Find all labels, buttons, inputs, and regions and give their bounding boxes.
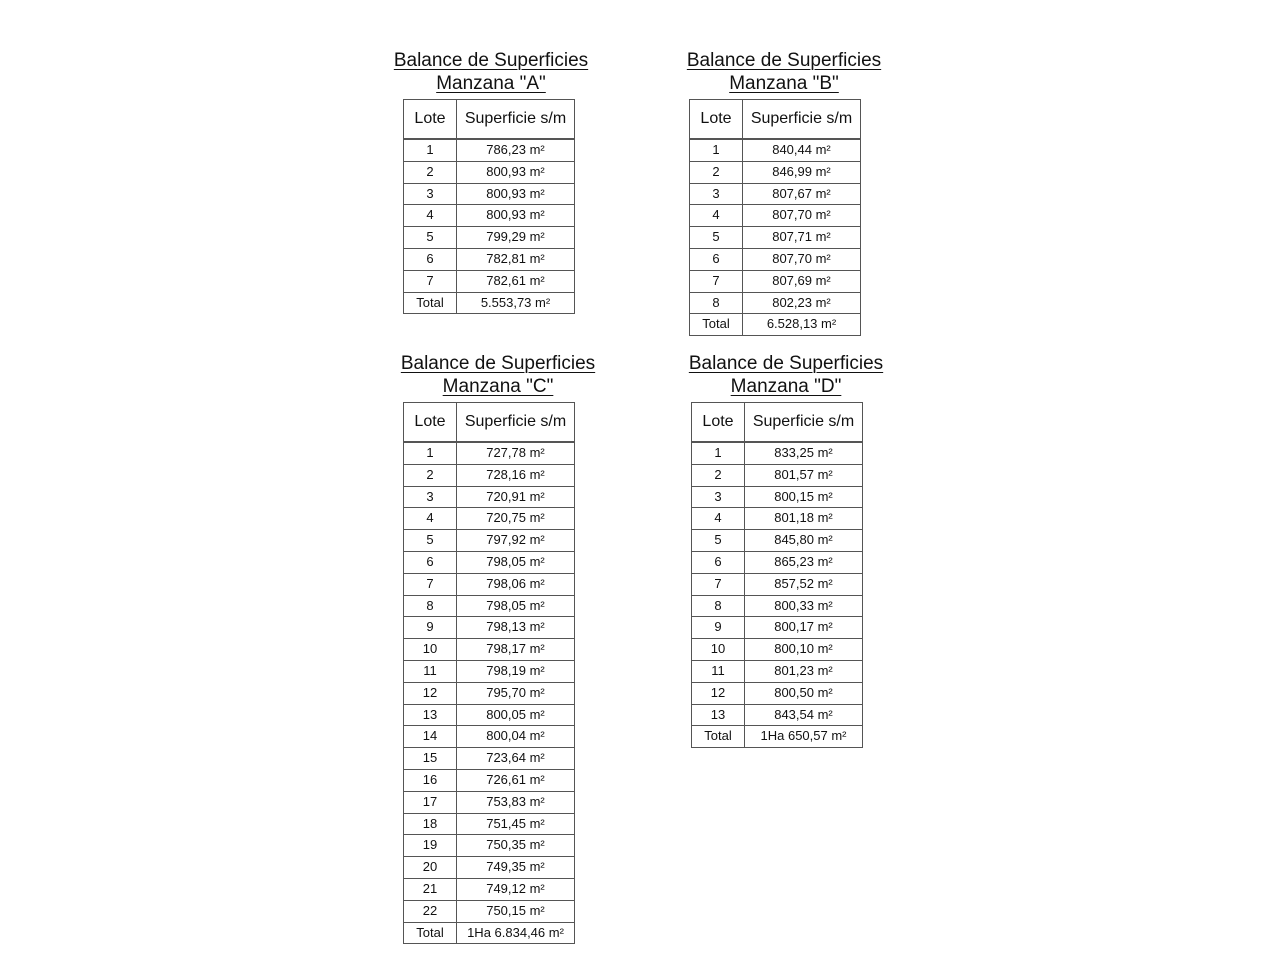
title-line-1: Balance de Superficies <box>686 50 882 71</box>
superficie-cell: 800,05 m² <box>457 704 575 726</box>
balance-block-a <box>391 49 591 314</box>
table-row <box>690 248 861 270</box>
header-lote: Lote <box>692 403 745 443</box>
superficie-cell: 800,93 m² <box>457 161 575 183</box>
lote-cell: 5 <box>404 530 457 552</box>
superficie-cell: 798,05 m² <box>457 551 575 573</box>
superficie-cell: 720,75 m² <box>457 508 575 530</box>
superficie-cell: 798,13 m² <box>457 617 575 639</box>
lote-cell: 6 <box>692 551 745 573</box>
lote-cell: 9 <box>404 617 457 639</box>
table-row <box>690 270 861 292</box>
table-row <box>404 704 575 726</box>
table-row <box>404 726 575 748</box>
table-row <box>692 530 863 552</box>
lote-cell: 14 <box>404 726 457 748</box>
lote-cell: 4 <box>692 508 745 530</box>
table-row <box>690 161 861 183</box>
surface-table <box>403 402 575 944</box>
superficie-cell: 807,67 m² <box>743 183 861 205</box>
lote-cell: 6 <box>404 248 457 270</box>
table-row <box>404 161 575 183</box>
table-row <box>692 464 863 486</box>
lote-cell: 12 <box>692 682 745 704</box>
superficie-cell: 845,80 m² <box>745 530 863 552</box>
header-superficie: Superficie s/m <box>457 403 575 443</box>
title-line-1: Balance de Superficies <box>688 353 884 374</box>
block-title <box>686 352 886 398</box>
superficie-cell: 749,35 m² <box>457 857 575 879</box>
lote-cell: 20 <box>404 857 457 879</box>
table-row <box>404 530 575 552</box>
table-row <box>404 486 575 508</box>
superficie-cell: 840,44 m² <box>743 139 861 161</box>
table-row <box>690 292 861 314</box>
lote-cell: 11 <box>404 660 457 682</box>
lote-cell: 2 <box>690 161 743 183</box>
table-row <box>404 617 575 639</box>
lote-cell: 16 <box>404 769 457 791</box>
table-row <box>404 464 575 486</box>
table-row <box>692 508 863 530</box>
lote-cell: 3 <box>404 486 457 508</box>
table-row <box>404 183 575 205</box>
superficie-cell: 807,70 m² <box>743 248 861 270</box>
surface-table <box>691 402 863 748</box>
table-row <box>690 205 861 227</box>
superficie-cell: 800,17 m² <box>745 617 863 639</box>
table-row <box>692 573 863 595</box>
table-row <box>404 769 575 791</box>
table-row <box>692 617 863 639</box>
surface-table <box>403 99 575 314</box>
table-row <box>404 900 575 922</box>
block-title <box>391 49 591 95</box>
table-row <box>690 139 861 161</box>
header-lote: Lote <box>404 403 457 443</box>
table-row <box>404 573 575 595</box>
superficie-cell: 753,83 m² <box>457 791 575 813</box>
table-row <box>404 639 575 661</box>
header-superficie: Superficie s/m <box>743 100 861 140</box>
superficie-cell: 800,15 m² <box>745 486 863 508</box>
block-title <box>684 49 884 95</box>
superficie-cell: 857,52 m² <box>745 573 863 595</box>
lote-cell: 1 <box>690 139 743 161</box>
lote-cell: 5 <box>690 227 743 249</box>
lote-cell: 3 <box>692 486 745 508</box>
title-line-1: Balance de Superficies <box>393 50 589 71</box>
superficie-cell: 801,57 m² <box>745 464 863 486</box>
lote-cell: 9 <box>692 617 745 639</box>
lote-cell: 13 <box>404 704 457 726</box>
lote-cell: 1 <box>692 442 745 464</box>
superficie-cell: 801,18 m² <box>745 508 863 530</box>
header-superficie: Superficie s/m <box>457 100 575 140</box>
table-row <box>404 878 575 900</box>
total-label: Total <box>404 292 457 314</box>
balance-block-c <box>398 352 598 944</box>
superficie-cell: 800,50 m² <box>745 682 863 704</box>
lote-cell: 12 <box>404 682 457 704</box>
lote-cell: 10 <box>404 639 457 661</box>
table-row <box>404 791 575 813</box>
block-title <box>398 352 598 398</box>
balance-block-d <box>686 352 886 748</box>
table-row <box>404 660 575 682</box>
table-row <box>692 682 863 704</box>
lote-cell: 5 <box>692 530 745 552</box>
superficie-cell: 800,10 m² <box>745 639 863 661</box>
lote-cell: 4 <box>404 205 457 227</box>
superficie-cell: 782,81 m² <box>457 248 575 270</box>
lote-cell: 22 <box>404 900 457 922</box>
lote-cell: 2 <box>692 464 745 486</box>
table-header-row <box>404 403 575 443</box>
table-row <box>692 551 863 573</box>
lote-cell: 13 <box>692 704 745 726</box>
superficie-cell: 802,23 m² <box>743 292 861 314</box>
superficie-cell: 727,78 m² <box>457 442 575 464</box>
table-row <box>692 442 863 464</box>
title-line-2: Manzana "D" <box>730 376 842 397</box>
table-row <box>404 595 575 617</box>
superficie-cell: 798,06 m² <box>457 573 575 595</box>
lote-cell: 6 <box>690 248 743 270</box>
superficie-cell: 798,05 m² <box>457 595 575 617</box>
superficie-cell: 807,71 m² <box>743 227 861 249</box>
superficie-cell: 800,33 m² <box>745 595 863 617</box>
table-row <box>404 205 575 227</box>
superficie-cell: 800,93 m² <box>457 183 575 205</box>
header-lote: Lote <box>404 100 457 140</box>
lote-cell: 3 <box>690 183 743 205</box>
lote-cell: 7 <box>690 270 743 292</box>
superficie-cell: 795,70 m² <box>457 682 575 704</box>
total-label: Total <box>690 314 743 336</box>
title-line-1: Balance de Superficies <box>400 353 596 374</box>
superficie-cell: 800,04 m² <box>457 726 575 748</box>
lote-cell: 21 <box>404 878 457 900</box>
title-line-2: Manzana "A" <box>436 73 546 94</box>
total-value: 6.528,13 m² <box>743 314 861 336</box>
table-row <box>692 704 863 726</box>
superficie-cell: 750,35 m² <box>457 835 575 857</box>
superficie-cell: 807,70 m² <box>743 205 861 227</box>
superficie-cell: 786,23 m² <box>457 139 575 161</box>
superficie-cell: 751,45 m² <box>457 813 575 835</box>
total-value: 1Ha 650,57 m² <box>745 726 863 748</box>
table-header-row <box>690 100 861 140</box>
table-row <box>404 442 575 464</box>
superficie-cell: 801,23 m² <box>745 660 863 682</box>
table-row <box>404 857 575 879</box>
total-row <box>404 292 575 314</box>
table-row <box>404 248 575 270</box>
table-row <box>690 183 861 205</box>
superficie-cell: 750,15 m² <box>457 900 575 922</box>
lote-cell: 5 <box>404 227 457 249</box>
title-line-2: Manzana "C" <box>442 376 554 397</box>
lote-cell: 8 <box>404 595 457 617</box>
table-header-row <box>692 403 863 443</box>
superficie-cell: 798,17 m² <box>457 639 575 661</box>
surface-table <box>689 99 861 336</box>
total-row <box>692 726 863 748</box>
header-lote: Lote <box>690 100 743 140</box>
lote-cell: 7 <box>404 573 457 595</box>
table-row <box>404 139 575 161</box>
lote-cell: 6 <box>404 551 457 573</box>
superficie-cell: 798,19 m² <box>457 660 575 682</box>
lote-cell: 18 <box>404 813 457 835</box>
table-row <box>404 551 575 573</box>
superficie-cell: 807,69 m² <box>743 270 861 292</box>
lote-cell: 4 <box>404 508 457 530</box>
lote-cell: 2 <box>404 161 457 183</box>
superficie-cell: 723,64 m² <box>457 748 575 770</box>
lote-cell: 7 <box>404 270 457 292</box>
table-row <box>404 270 575 292</box>
total-label: Total <box>692 726 745 748</box>
superficie-cell: 865,23 m² <box>745 551 863 573</box>
lote-cell: 11 <box>692 660 745 682</box>
table-row <box>692 486 863 508</box>
superficie-cell: 749,12 m² <box>457 878 575 900</box>
total-label: Total <box>404 922 457 944</box>
total-value: 5.553,73 m² <box>457 292 575 314</box>
superficie-cell: 782,61 m² <box>457 270 575 292</box>
superficie-cell: 797,92 m² <box>457 530 575 552</box>
table-row <box>404 227 575 249</box>
superficie-cell: 726,61 m² <box>457 769 575 791</box>
lote-cell: 1 <box>404 442 457 464</box>
lote-cell: 8 <box>692 595 745 617</box>
title-line-2: Manzana "B" <box>729 73 839 94</box>
lote-cell: 3 <box>404 183 457 205</box>
total-value: 1Ha 6.834,46 m² <box>457 922 575 944</box>
superficie-cell: 720,91 m² <box>457 486 575 508</box>
table-row <box>404 508 575 530</box>
lote-cell: 4 <box>690 205 743 227</box>
lote-cell: 1 <box>404 139 457 161</box>
table-row <box>692 660 863 682</box>
table-row <box>404 813 575 835</box>
header-superficie: Superficie s/m <box>745 403 863 443</box>
total-row <box>690 314 861 336</box>
lote-cell: 17 <box>404 791 457 813</box>
table-row <box>404 835 575 857</box>
lote-cell: 10 <box>692 639 745 661</box>
superficie-cell: 799,29 m² <box>457 227 575 249</box>
table-row <box>692 595 863 617</box>
table-row <box>690 227 861 249</box>
balance-block-b <box>684 49 884 336</box>
lote-cell: 15 <box>404 748 457 770</box>
table-header-row <box>404 100 575 140</box>
table-row <box>404 682 575 704</box>
superficie-cell: 833,25 m² <box>745 442 863 464</box>
lote-cell: 8 <box>690 292 743 314</box>
superficie-cell: 843,54 m² <box>745 704 863 726</box>
table-row <box>404 748 575 770</box>
table-row <box>692 639 863 661</box>
superficie-cell: 800,93 m² <box>457 205 575 227</box>
total-row <box>404 922 575 944</box>
superficie-cell: 846,99 m² <box>743 161 861 183</box>
lote-cell: 2 <box>404 464 457 486</box>
superficie-cell: 728,16 m² <box>457 464 575 486</box>
lote-cell: 7 <box>692 573 745 595</box>
lote-cell: 19 <box>404 835 457 857</box>
